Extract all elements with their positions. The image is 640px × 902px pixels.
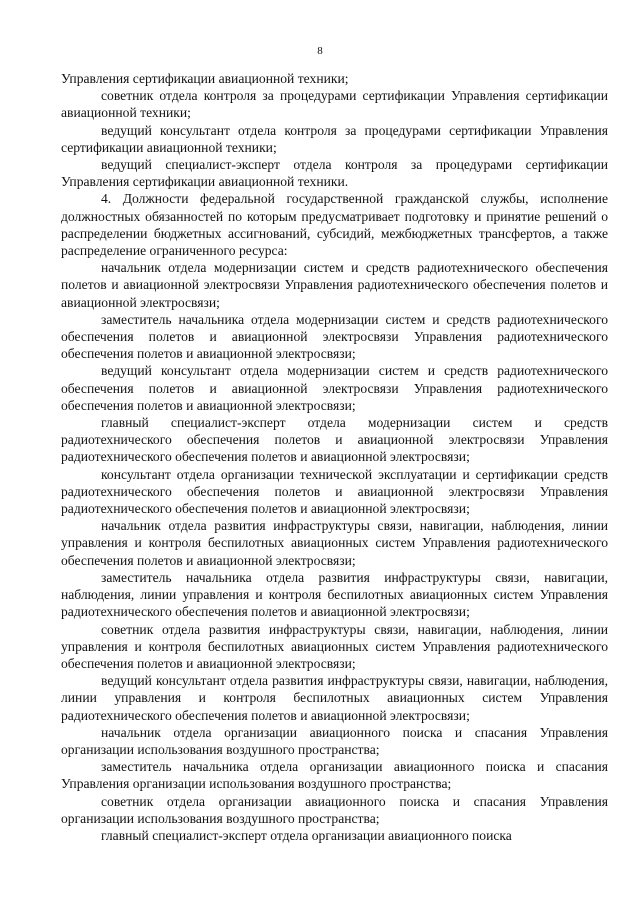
paragraph: ведущий консультант отдела модернизации систем и средств радиотехнического обеспечения полетов и авиационной электросвязи Управления радиотехнического обеспечения полетов и авиационной электросвязи; [61,363,608,413]
paragraph: советник отдела развития инфраструктуры связи, навигации, наблюдения, линии управления и контроля беспилотных авиационных систем Управления радиотехнического обеспечения полетов и авиационной электросвязи; [61,621,608,671]
paragraph: консультант отдела организации технической эксплуатации и сертификации средств радиотехнического обеспечения полетов и авиационной электросвязи Управления радиотехнического обеспечения полетов и авиационной электросвязи; [61,466,608,517]
paragraph: ведущий консультант отдела развития инфраструктуры связи, навигации, наблюдения, линии управления и контроля беспилотных авиационных систем Управления радиотехнического обеспечения полетов и авиационной электросвязи; [61,673,608,723]
document-body [61,70,608,844]
paragraph: начальник отдела развития инфраструктуры связи, навигации, наблюдения, линии управления и контроля беспилотных авиационных систем Управления радиотехнического обеспечения полетов и авиационной электросвязи; [61,518,608,568]
paragraph: ведущий консультант отдела контроля за процедурами сертификации Управления сертификации авиационной техники; [61,122,608,155]
paragraph: заместитель начальника отдела организации авиационного поиска и спасания Управления организации использования воздушного пространства; [61,759,608,792]
paragraph: начальник отдела организации авиационного поиска и спасания Управления организации использования воздушного пространства; [61,724,608,757]
paragraph: Управления сертификации авиационной техники; [61,71,349,86]
paragraph: советник отдела контроля за процедурами сертификации Управления сертификации авиационной техники; [61,88,608,121]
paragraph: ведущий специалист-эксперт отдела контроля за процедурами сертификации Управления сертификации авиационной техники. [61,157,608,190]
page-number: 8 [317,45,323,57]
paragraph: советник отдела организации авиационного поиска и спасания Управления организации использования воздушного пространства; [61,793,608,826]
paragraph: 4. Должности федеральной государственной гражданской службы, исполнение должностных обязанностей по которым предусматривает подготовку и принятие решений о распределении бюджетных ассигнований, субсидий, межбюджетных трансфертов, а также распределение ограниченного ресурса: [61,191,608,259]
paragraph: заместитель начальника отдела модернизации систем и средств радиотехнического обеспечения полетов и авиационной электросвязи Управления радиотехнического обеспечения полетов и авиационной электросвязи; [61,311,608,362]
paragraph: главный специалист-эксперт отдела модернизации систем и средств радиотехнического обеспечения полетов и авиационной электросвязи Управления радиотехнического обеспечения полетов и авиационной электросвязи; [61,415,608,465]
paragraph: заместитель начальника отдела развития инфраструктуры связи, навигации, наблюдения, линии управления и контроля беспилотных авиационных систем Управления радиотехнического обеспечения полетов и авиационной электросвязи; [61,569,608,620]
paragraph: главный специалист-эксперт отдела организации авиационного поиска [101,827,512,843]
paragraph: начальник отдела модернизации систем и средств радиотехнического обеспечения полетов и авиационной электросвязи Управления радиотехнического обеспечения полетов и авиационной электросвязи; [61,260,608,310]
